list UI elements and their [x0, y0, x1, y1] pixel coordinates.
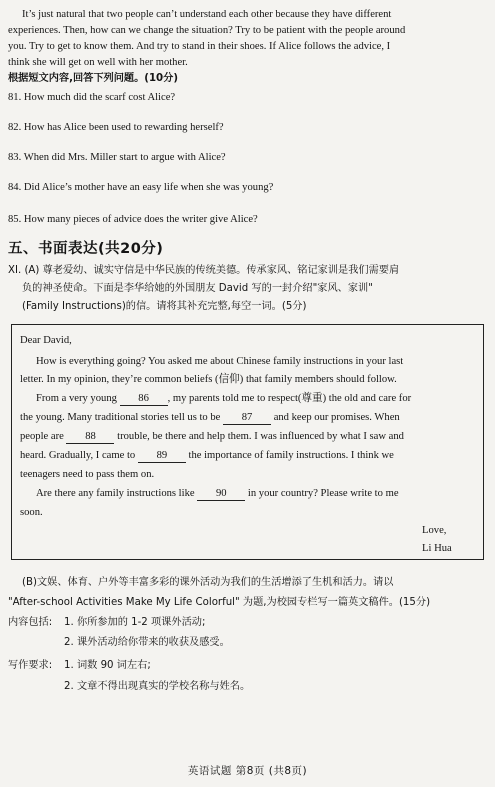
blank-86[interactable]: 86	[120, 393, 168, 406]
letter-greeting: Dear David,	[20, 335, 72, 346]
question-85: 85. How many pieces of advice does the writer give Alice?	[8, 214, 258, 225]
passage-line: think she will get on well with her mother.	[8, 57, 188, 68]
page-footer: 英语试题 第8页 (共8页)	[187, 765, 308, 777]
passage-line: experiences. Then, how can we change the situation? Try to be patient with the people around	[8, 25, 406, 36]
content-item: 2. 课外活动给你带来的收获及感受。	[64, 637, 230, 648]
letter-closing: Love,	[422, 525, 447, 536]
letter-line: people are 88 trouble, be there and help them. I was influenced by what I saw and	[20, 431, 404, 442]
content-item: 1. 你所参加的 1-2 项课外活动;	[64, 617, 206, 628]
passage-line: It’s just natural that two people can’t understand each other because they have different	[22, 9, 392, 20]
letter-line: How is everything going? You asked me about Chinese family instructions in your last	[36, 356, 404, 367]
requirement-item: 1. 词数 90 词左右;	[64, 660, 151, 671]
blank-87[interactable]: 87	[223, 412, 271, 425]
letter-line: From a very young 86 , my parents told me to respect(尊重) the old and care for	[36, 393, 412, 404]
requirements-label: 写作要求:	[8, 660, 53, 671]
part-b-instruction: "After-school Activities Make My Life Colorful" 为题,为校园专栏写一篇英文稿件。(15分)	[8, 597, 431, 608]
letter-line: teenagers need to pass them on.	[20, 469, 155, 480]
part-a-instruction: (Family Instructions)的信。请将其补充完整,每空一词。(5分)	[22, 301, 307, 312]
letter-line: letter. In my opinion, they’re common beliefs (信仰) that family members should follow.	[20, 374, 397, 385]
question-83: 83. When did Mrs. Miller start to argue with Alice?	[8, 152, 226, 163]
part-a-instruction: XI. (A) 尊老爱幼、诚实守信是中华民族的传统美德。传承家风、铭记家训是我们需要肩	[8, 265, 400, 276]
blank-89[interactable]: 89	[138, 450, 186, 463]
section-title: 五、书面表达(共20分)	[8, 241, 164, 257]
question-84: 84. Did Alice’s mother have an easy life when she was young?	[8, 182, 274, 193]
content-label: 内容包括:	[8, 617, 53, 628]
letter-line: Are there any family instructions like 90 in your country? Please write to me	[36, 488, 399, 499]
requirement-item: 2. 文章不得出现真实的学校名称与姓名。	[64, 681, 251, 692]
letter-signature: Li Hua	[422, 543, 452, 554]
letter-line: the young. Many traditional stories tell us to be 87 and keep our promises. When	[20, 412, 400, 423]
letter-line: heard. Gradually, I came to 89 the importance of family instructions. I think we	[20, 450, 394, 461]
part-b-instruction: (B)文娱、体育、户外等丰富多彩的课外活动为我们的生活增添了生机和活力。请以	[22, 577, 394, 588]
blank-88[interactable]: 88	[66, 431, 114, 444]
passage-line: you. Try to get to know them. And try to stand in their shoes. If Alice follows the advice, I	[8, 41, 391, 52]
part-a-instruction: 负的神圣使命。下面是李华给她的外国朋友 David 写的一封介绍"家风、家训"	[22, 283, 373, 294]
question-81: 81. How much did the scarf cost Alice?	[8, 92, 176, 103]
reading-instruction: 根据短文内容,回答下列问题。(10分)	[8, 73, 178, 84]
letter-line: soon.	[20, 507, 43, 518]
question-82: 82. How has Alice been used to rewarding herself?	[8, 122, 224, 133]
blank-90[interactable]: 90	[197, 488, 245, 501]
letter-box	[11, 324, 484, 560]
